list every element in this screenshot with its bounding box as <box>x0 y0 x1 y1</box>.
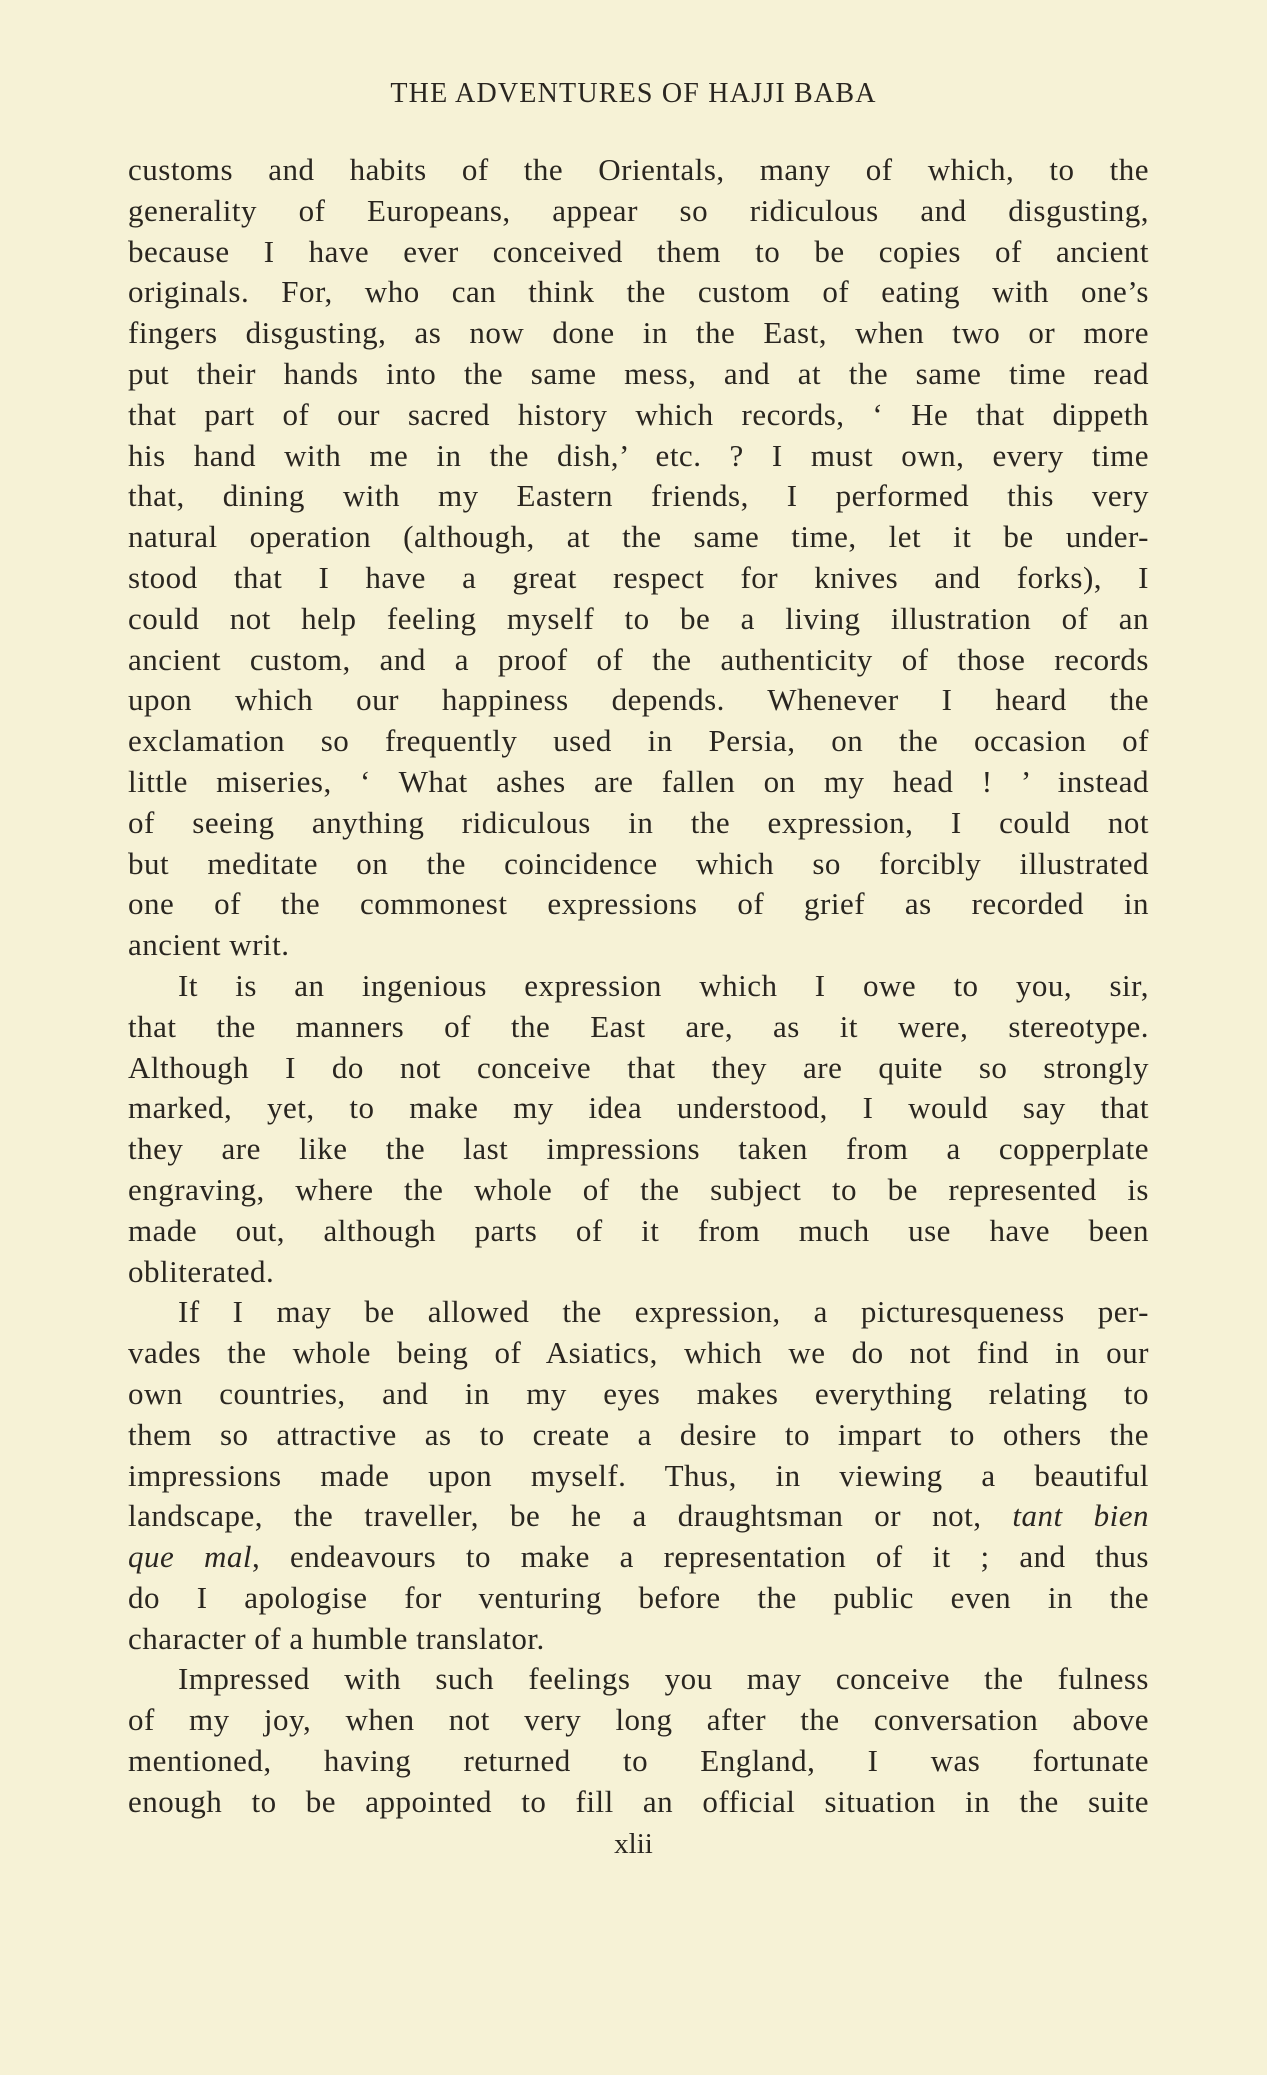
text-line: obliterated. <box>128 1253 275 1289</box>
text-line: made out, although parts of it from much use have been <box>128 1212 1149 1248</box>
text-line: vades the whole being of Asiatics, which we do not find in our <box>128 1335 1149 1371</box>
italic-phrase: que mal <box>128 1539 252 1575</box>
text-line <box>128 1537 1149 1578</box>
text-line: marked, yet, to make my idea understood, I would say that <box>128 1090 1149 1126</box>
text-line: that part of our sacred history which records, ‘ He that dippeth <box>128 396 1149 432</box>
text-line: little miseries, ‘ What ashes are fallen on my head ! ’ instead <box>128 763 1149 799</box>
text-line: engraving, where the whole of the subject to be represented is <box>128 1171 1149 1207</box>
text-line: own countries, and in my eyes makes everything relating to <box>128 1375 1149 1411</box>
body-text <box>128 150 1149 1823</box>
text-line: natural operation (although, at the same time, let it be under- <box>128 519 1149 555</box>
text-line: If I may be allowed the expression, a picturesqueness per- <box>178 1294 1149 1330</box>
text-line: character of a humble translator. <box>128 1620 545 1656</box>
text-line: exclamation so frequently used in Persia, on the occasion of <box>128 723 1149 759</box>
text-line: originals. For, who can think the custom of eating with one’s <box>128 274 1149 310</box>
italic-phrase: tant bien <box>1012 1498 1149 1534</box>
text-line: them so attractive as to create a desire to impart to others the <box>128 1416 1149 1452</box>
text-line: upon which our happiness depends. Whenever I heard the <box>128 682 1149 718</box>
text-line: one of the commonest expressions of grief as recorded in <box>128 886 1149 922</box>
text-line: could not help feeling myself to be a living illustration of an <box>128 600 1149 636</box>
text-line: they are like the last impressions taken from a copperplate <box>128 1131 1149 1167</box>
text-line: mentioned, having returned to England, I was fortunate <box>128 1743 1149 1779</box>
text-segment: , endeavours to make a representation of it ; and thus <box>252 1539 1149 1575</box>
text-line: do I apologise for venturing before the public even in the <box>128 1579 1149 1615</box>
text-line: ancient writ. <box>128 927 290 963</box>
text-line: fingers disgusting, as now done in the East, when two or more <box>128 315 1149 351</box>
text-line: Impressed with such feelings you may conceive the fulness <box>178 1661 1149 1697</box>
text-line <box>128 1496 1149 1537</box>
text-segment: landscape, the traveller, be he a draughtsman or not, <box>128 1498 1013 1534</box>
text-line: put their hands into the same mess, and at the same time read <box>128 355 1149 391</box>
text-line: generality of Europeans, appear so ridiculous and disgusting, <box>128 192 1149 228</box>
text-line: of my joy, when not very long after the conversation above <box>128 1702 1149 1738</box>
text-line: enough to be appointed to fill an official situation in the suite <box>128 1783 1149 1819</box>
text-line: of seeing anything ridiculous in the expression, I could not <box>128 804 1149 840</box>
text-line: because I have ever conceived them to be copies of ancient <box>128 233 1149 269</box>
text-line: that the manners of the East are, as it were, stereotype. <box>128 1008 1149 1044</box>
text-line: ancient custom, and a proof of the authenticity of those records <box>128 641 1149 677</box>
text-line: his hand with me in the dish,’ etc. ? I must own, every time <box>128 437 1149 473</box>
text-line: impressions made upon myself. Thus, in viewing a beautiful <box>128 1457 1149 1493</box>
page-number: xlii <box>614 1828 653 1860</box>
running-head: THE ADVENTURES OF HAJJI BABA <box>390 78 877 109</box>
text-line: Although I do not conceive that they are quite so strongly <box>128 1049 1149 1085</box>
text-line: It is an ingenious expression which I owe to you, sir, <box>178 967 1149 1003</box>
text-line: that, dining with my Eastern friends, I performed this very <box>128 478 1149 514</box>
text-line: stood that I have a great respect for knives and forks), I <box>128 559 1149 595</box>
text-line: customs and habits of the Orientals, many of which, to the <box>128 152 1149 187</box>
text-line: but meditate on the coincidence which so forcibly illustrated <box>128 845 1149 881</box>
